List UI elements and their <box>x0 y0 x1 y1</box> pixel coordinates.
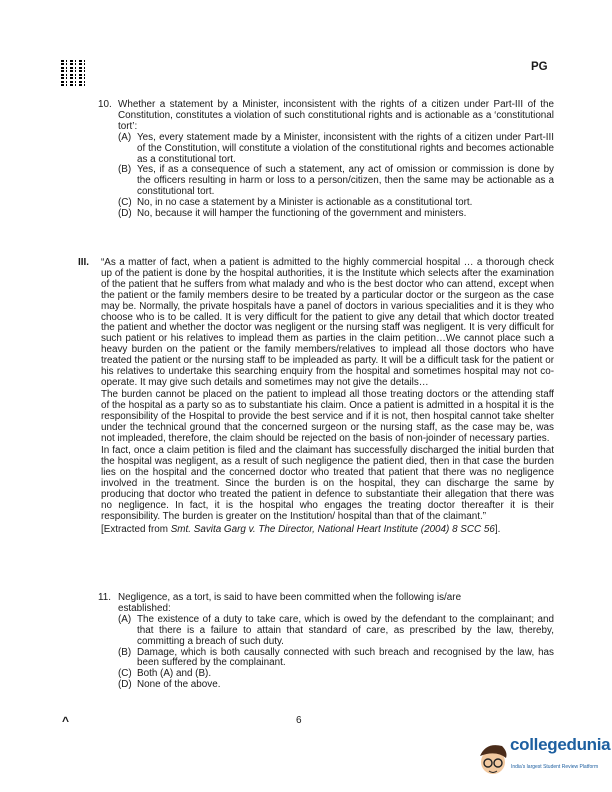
passage-paragraph: In fact, once a claim petition is filed and the claimant has successfully discharged the initial burden that the hospital was negligent, as a result of such negligence the patient died, then in that case the burden lies on the hospital and the concerned doctor who treated that patient that there was no negligence involved in the treatment. Since the burden is on the hospital, they can discharge the same by producing that doctor who treated the patient in defence to substantiate their allegation that there was no negligence. In fact, it is the hospital who engages the treating doctor thereafter it is their responsibility. The burden is greater on the Institution/ hospital than that of the claimant.” <box>101 445 554 522</box>
option-text: None of the above. <box>137 679 221 691</box>
option-b <box>118 648 554 670</box>
citation-prefix: [Extracted from <box>101 523 171 535</box>
page-number: 6 <box>296 715 302 726</box>
option-text: Both (A) and (B). <box>137 668 212 680</box>
passage-paragraph: The burden cannot be placed on the patient to implead all those treating doctors or the attending staff of the hospital as a party so as to substantiate his claim. Once a patient is admitted in a hospital it is the responsibility of the Hospital to provide the best service and if it is not, then hospital cannot take shelter under the technical ground that the concerned surgeon or the nursing staff, as the case may be, was not impleaded, therefore, the claim should be rejected on the basis of non-joinder of necessary parties. <box>101 389 554 444</box>
logo-tagline: India's largest Student Review Platform <box>511 764 599 770</box>
option-text: The existence of a duty to take care, which is owed by the defendant to the complainant; and that there is a failure to attain that standard of care, as prescribed by the law, thereby, committing a breach of such duty. <box>137 613 554 647</box>
option-label: (A) <box>118 131 132 143</box>
passage-number: III. <box>78 257 89 268</box>
option-label: (A) <box>118 613 132 625</box>
paper-code: PG <box>531 61 548 73</box>
option-label: (C) <box>118 668 132 680</box>
question-10 <box>98 100 554 220</box>
option-a <box>118 133 554 166</box>
question-text: Whether a statement by a Minister, inconsistent with the rights of a citizen under Part-III of the Constitution, constitutes a violation of such constitutional rights and is actionable as a ‘constitutional tort’: <box>118 99 554 132</box>
option-text: No, because it will hamper the functioning of the government and ministers. <box>137 208 467 220</box>
passage <box>101 258 554 537</box>
citation <box>101 525 554 536</box>
mascot-icon <box>476 738 510 780</box>
question-number: 11. <box>98 592 111 603</box>
option-label: (B) <box>118 646 132 658</box>
option-label: (B) <box>118 164 132 176</box>
question-11 <box>98 593 554 691</box>
passage-paragraph: “As a matter of fact, when a patient is admitted to the highly commercial hospital … a thorough check up of the patient is done by the hospital authorities, it is the Institute which selects after the examination of the patient that he suffers from what malady and who is the best doctor who can attend, except when the patient or the family members desire to be treated by a particular doctor or the surgeon as the case may be. Normally, the private hospitals have a panel of doctors in various specialities and it is they who choose who is to be called. It is very difficult for the patient to give any detail that which doctor treated the patient and whether the doctor was negligent or the nursing staff was negligent. It is very difficult for such patient or his relatives to implead them as parties in the claim petition…We cannot place such a heavy burden on the patient or the family members/relatives to implead all those doctors who have treated the patient or the nursing staff to be impleaded as party. It will be a difficult task for the patient or his relatives to undertake this searching enquiry from the hospital and sometimes hospital may not co-operate. It may give such details and sometimes may not give the details… <box>101 257 554 388</box>
option-a <box>118 615 554 648</box>
option-label: (D) <box>118 679 132 691</box>
caret-icon: ^ <box>62 714 70 728</box>
collegedunia-logo <box>476 735 611 780</box>
option-d <box>118 209 554 220</box>
option-text: Damage, which is both causally connected with such breach and recognised by the law, has been suffered by the complainant. <box>137 646 554 669</box>
option-d <box>118 680 554 691</box>
option-text: Yes, every statement made by a Minister, inconsistent with the rights of a citizen under Part-III of the Constitution, will constitute a violation of the constitutional rights and becomes actionable as a constitutional tort. <box>137 131 554 165</box>
logo-name: collegedunia <box>510 735 611 754</box>
option-label: (C) <box>118 197 132 209</box>
option-label: (D) <box>118 208 132 220</box>
option-text: Yes, if as a consequence of such a statement, any act of omission or commission is done by the officers resulting in harm or loss to a person/citizen, then the same may be actionable as a constitutional tort. <box>137 164 554 198</box>
question-number: 10. <box>98 99 112 110</box>
question-text: Negligence, as a tort, is said to have been committed when the following is/are established: <box>118 592 462 614</box>
option-text: No, in no case a statement by a Minister is actionable as a constitutional tort. <box>137 197 473 209</box>
barcode-icon <box>61 60 87 86</box>
option-b <box>118 165 554 198</box>
citation-source: Smt. Savita Garg v. The Director, National Heart Institute (2004) 8 SCC 56 <box>170 523 495 535</box>
citation-suffix: ]. <box>494 523 501 535</box>
